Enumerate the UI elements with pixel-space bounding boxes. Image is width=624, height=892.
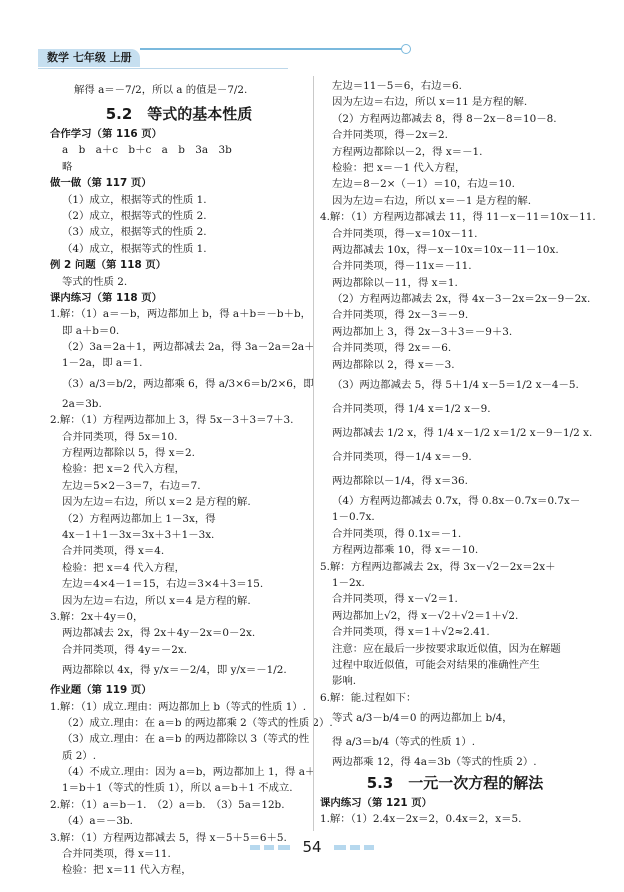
text-line: 左边＝8－2×（－1）＝10，右边＝10. — [332, 178, 515, 191]
footer-bar-segment — [250, 845, 260, 850]
subsection-heading: 合作学习（第 116 页） — [50, 128, 163, 140]
text-line: 两边都加上 3，得 2x－3＋3＝－9＋3. — [332, 325, 513, 338]
text-line: 合并同类项，得－x＝10x－11. — [332, 227, 478, 240]
text-line: 左边＝4×4－1＝15，右边＝3×4＋3＝15. — [62, 578, 264, 591]
text-line: 解得 a＝－7/2，所以 a 的值是－7/2. — [74, 84, 248, 96]
text-line: 左边＝5×2－3＝7，右边＝7. — [62, 479, 201, 492]
text-line: 方程两边都乘 10，得 x＝－10. — [332, 544, 479, 557]
text-line: 两边都加上√2，得 x－√2＋√2＝1＋√2. — [332, 609, 519, 622]
text-line: （3）两边都减去 5，得 5＋1/4 x－5＝1/2 x－4－5. — [332, 379, 579, 392]
header-underline — [38, 68, 288, 69]
header-rule — [140, 48, 402, 50]
text-line: 得 a/3＝b/4（等式的性质 1）. — [332, 736, 476, 749]
text-line: 略 — [62, 160, 73, 173]
footer-bar-segment — [278, 845, 290, 850]
text-line: 两边都减去 2x，得 2x＋4y－2x＝0－2x. — [62, 627, 256, 640]
text-line: 两边都除以 2，得 x＝－3. — [332, 358, 455, 371]
text-line: （2）成立.理由：在 a＝b 的两边都乘 2（等式的性质 2）. — [62, 716, 333, 729]
text-line: 3.解：2x＋4y＝0， — [50, 610, 144, 623]
footer-bar-segment — [364, 845, 374, 850]
text-line: （2）方程两边都减去 8，得 8－2x－8＝10－8. — [332, 112, 557, 125]
text-line: 影响. — [332, 675, 357, 688]
text-line: （3）成立，根据等式的性质 2. — [62, 226, 207, 239]
text-line: 1.解：（1）成立.理由：两边都加上 b（等式的性质 1）. — [50, 700, 306, 713]
subsection-heading: 做一做（第 117 页） — [50, 177, 152, 190]
text-line: 检验：把 x＝2 代入方程， — [62, 463, 185, 476]
text-line: （4）a＝－3b. — [62, 815, 133, 828]
text-line: （4）方程两边都减去 0.7x，得 0.8x－0.7x＝0.7x－ — [332, 495, 581, 508]
text-line: 检验：把 x＝4 代入方程， — [62, 561, 185, 574]
text-line: 1.解：（1）a＝－b，两边都加上 b，得 a＋b＝－b＋b， — [50, 308, 311, 321]
text-line: 合并同类项，得 2x＝－6. — [332, 342, 452, 355]
text-line: 检验：把 x＝－1 代入方程， — [332, 161, 466, 174]
text-line: （2）成立，根据等式的性质 2. — [62, 209, 207, 222]
text-line: 3.解：（1）方程两边都减去 5，得 x－5＋5＝6＋5. — [50, 831, 287, 844]
text-line: 5.解：方程两边都减去 2x，得 3x－√2－2x＝2x＋ — [320, 560, 556, 573]
book-title-tab: 数学 七年级 上册 — [38, 49, 140, 67]
text-line: 1－0.7x. — [332, 511, 375, 524]
page-footer — [0, 832, 624, 862]
column-divider — [313, 76, 314, 831]
text-line: 方程两边都除以 5，得 x＝2. — [62, 447, 195, 460]
text-line: 合并同类项，得 x＝4. — [62, 545, 165, 558]
text-line: 2a＝3b. — [62, 397, 102, 410]
text-line: 两边都除以 4x，得 y/x＝－2/4，即 y/x＝－1/2. — [62, 664, 287, 677]
text-line: 注意：应在最后一步按要求取近似值，因为在解题 — [332, 642, 561, 655]
text-line: 4.解：（1）方程两边都减去 11，得 11－x－11＝10x－11. — [320, 211, 596, 224]
text-line: 检验：把 x＝11 代入方程， — [62, 864, 192, 877]
footer-bar-segment — [334, 845, 346, 850]
text-line: 两边都除以－1/4，得 x＝36. — [332, 475, 468, 488]
text-line: （1）成立，根据等式的性质 1. — [62, 193, 207, 206]
text-line: 1－2x. — [332, 576, 365, 589]
header-circle-ornament — [401, 44, 411, 54]
text-line: a b a＋c b＋c a b 3a 3b — [62, 144, 232, 157]
section-heading: 5.2 等式的基本性质 — [105, 105, 253, 123]
text-line: 合并同类项，得 0.1x＝－1. — [332, 527, 462, 540]
subsection-heading: 作业题（第 119 页） — [50, 684, 152, 697]
text-line: （4）不成立.理由：因为 a＝b，两边都加上 1，得 a＋ — [62, 766, 316, 779]
page-header — [0, 0, 624, 64]
text-line: 1＝b＋1（等式的性质 1），所以 a＝b＋1 不成立. — [62, 782, 293, 795]
text-line: 合并同类项，得 2x－3＝－9. — [332, 309, 469, 322]
text-line: （3）a/3＝b/2，两边都乘 6，得 a/3×6＝b/2×6，即 — [62, 377, 314, 390]
text-line: （2）3a＝2a＋1，两边都减去 2a，得 3a－2a＝2a＋ — [62, 341, 315, 354]
footer-bar-segment — [350, 845, 360, 850]
subsection-heading: 课内练习（第 121 页） — [320, 796, 433, 809]
text-line: 6.解：能.过程如下： — [320, 691, 417, 704]
text-line: 两边都除以－11，得 x＝1. — [332, 276, 458, 289]
text-line: 合并同类项，得－11x＝－11. — [332, 260, 472, 273]
page-number: 54 — [302, 838, 322, 856]
text-line: 等式 a/3－b/4＝0 的两边都加上 b/4， — [332, 712, 513, 725]
text-line: 合并同类项，得 x＝1＋√2≈2.41. — [332, 626, 490, 639]
right-column — [320, 78, 596, 827]
text-line: 因为左边＝右边，所以 x＝－1 是方程的解. — [332, 194, 532, 207]
text-line: （2）方程两边都加上 1－3x，得 — [62, 512, 216, 525]
text-line: 两边都减去 10x，得－x－10x＝10x－11－10x. — [332, 243, 559, 256]
text-line: 因为左边＝右边，所以 x＝2 是方程的解. — [62, 496, 251, 509]
text-line: 过程中取近似值，可能会对结果的准确性产生 — [332, 658, 540, 671]
text-line: 4x－1＋1－3x＝3x＋3＋1－3x. — [62, 528, 215, 541]
text-line: （4）成立，根据等式的性质 1. — [62, 242, 207, 255]
text-line: 合并同类项，得－1/4 x＝－9. — [332, 451, 472, 464]
text-line: 质 2）. — [62, 749, 96, 762]
text-line: 2.解：（1）a＝b－1. （2）a＝b. （3）5a＝12b. — [50, 798, 285, 811]
subsection-heading: 例 2 问题（第 118 页） — [50, 259, 167, 272]
section-heading: 5.3 一元一次方程的解法 — [366, 773, 544, 792]
text-line: 等式的性质 2. — [62, 275, 128, 288]
text-line: （3）成立.理由：在 a＝b 的两边都除以 3（等式的性 — [62, 733, 310, 746]
text-line: 1.解：（1）2.4x－2x＝2，0.4x＝2，x＝5. — [320, 812, 522, 825]
text-line: 因为左边＝右边，所以 x＝4 是方程的解. — [62, 594, 251, 607]
text-line: 合并同类项，得 4y＝－2x. — [62, 643, 188, 656]
text-line: （2）方程两边都减去 2x，得 4x－3－2x＝2x－9－2x. — [332, 293, 591, 306]
text-line: 因为左边＝右边，所以 x＝11 是方程的解. — [332, 96, 528, 109]
text-line: 即 a＋b＝0. — [62, 324, 120, 337]
text-line: 左边＝11－5＝6，右边＝6. — [332, 80, 462, 92]
text-line: 两边都乘 12，得 4a＝3b（等式的性质 2）. — [332, 756, 537, 769]
text-line: 合并同类项，得 x＝11. — [62, 848, 171, 861]
text-line: 两边都减去 1/2 x，得 1/4 x－1/2 x＝1/2 x－9－1/2 x. — [332, 427, 593, 440]
text-line: 合并同类项，得 1/4 x＝1/2 x－9. — [332, 403, 491, 416]
text-line: 合并同类项，得 5x＝10. — [62, 430, 178, 443]
footer-bar-segment — [264, 845, 274, 850]
text-line: 1－2a，即 a＝1. — [62, 357, 143, 370]
text-line: 2.解：（1）方程两边都加上 3，得 5x－3＋3＝7＋3. — [50, 414, 294, 427]
text-line: 合并同类项，得－2x＝2. — [332, 129, 448, 142]
text-line: 合并同类项，得 x－√2＝1. — [332, 593, 458, 606]
text-line: 方程两边都除以－2，得 x＝－1. — [332, 145, 483, 158]
subsection-heading: 课内练习（第 118 页） — [50, 291, 163, 304]
